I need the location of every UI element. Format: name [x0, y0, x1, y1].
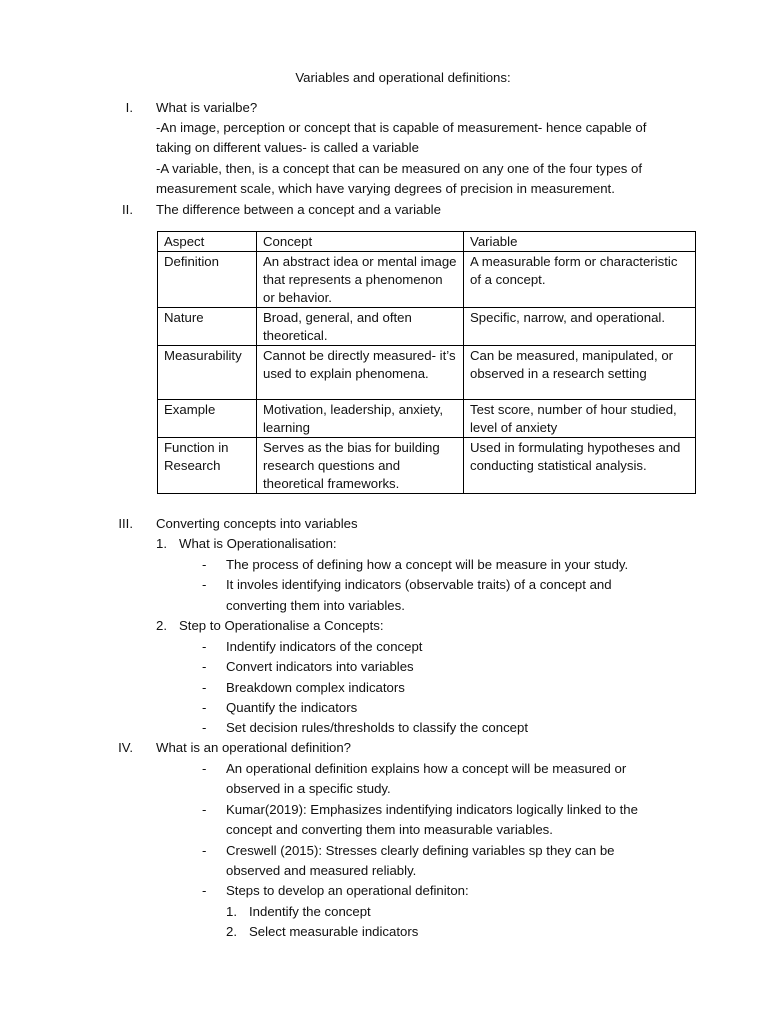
- bullet-dash: -: [202, 883, 207, 898]
- table-header-row: [158, 232, 696, 252]
- table-header-cell: Aspect: [158, 232, 257, 252]
- table-cell: Measurability: [158, 346, 257, 400]
- bullet-dash: -: [202, 802, 207, 817]
- section-number: III.: [118, 516, 133, 531]
- list-number: 2.: [226, 924, 237, 939]
- table-cell: Example: [158, 400, 257, 438]
- subsection-heading: What is Operationalisation:: [179, 536, 337, 551]
- table-cell: Specific, narrow, and operational.: [464, 308, 696, 346]
- bullet-text: Quantify the indicators: [226, 700, 358, 715]
- table-header-cell: Concept: [257, 232, 464, 252]
- table-row: [158, 400, 696, 438]
- table-row: [158, 438, 696, 494]
- bullet-dash: -: [202, 761, 207, 776]
- list-number: 1.: [226, 904, 237, 919]
- subsection-heading: Step to Operationalise a Concepts:: [179, 618, 384, 633]
- section-heading: Converting concepts into variables: [156, 516, 358, 531]
- table-cell: Motivation, leadership, anxiety, learning: [257, 400, 464, 438]
- step-text: Indentify the concept: [249, 904, 371, 919]
- bullet-text: observed in a specific study.: [226, 781, 391, 796]
- table-cell: Serves as the bias for building research questions and theoretical frameworks.: [257, 438, 464, 494]
- document-title: Variables and operational definitions:: [295, 70, 511, 85]
- table-cell: A measurable form or characteristic of a concept.: [464, 252, 696, 308]
- table-header-cell: Variable: [464, 232, 696, 252]
- section-heading: What is varialbe?: [156, 100, 258, 115]
- table-row: [158, 308, 696, 346]
- table-cell: Can be measured, manipulated, or observed in a research setting: [464, 346, 696, 400]
- bullet-text: Set decision rules/thresholds to classify the concept: [226, 720, 529, 735]
- table-cell: An abstract idea or mental image that represents a phenomenon or behavior.: [257, 252, 464, 308]
- bullet-dash: -: [202, 680, 207, 695]
- bullet-dash: -: [202, 720, 207, 735]
- section-number: I.: [125, 100, 133, 115]
- bullet-text: An operational definition explains how a concept will be measured or: [226, 761, 627, 776]
- bullet-dash: -: [202, 659, 207, 674]
- table-cell: Cannot be directly measured- it’s used to explain phenomena.: [257, 346, 464, 400]
- section-heading: What is an operational definition?: [156, 740, 352, 755]
- bullet-dash: -: [202, 843, 207, 858]
- bullet-dash: -: [202, 700, 207, 715]
- table-cell: Definition: [158, 252, 257, 308]
- bullet-text: Indentify indicators of the concept: [226, 639, 423, 654]
- section-number: II.: [122, 202, 133, 217]
- bullet-text: Creswell (2015): Stresses clearly defining variables sp they can be: [226, 843, 615, 858]
- table-cell: Broad, general, and often theoretical.: [257, 308, 464, 346]
- paragraph-line: measurement scale, which have varying degrees of precision in measurement.: [156, 181, 615, 196]
- bullet-dash: -: [202, 557, 207, 572]
- bullet-dash: -: [202, 577, 207, 592]
- bullet-text: The process of defining how a concept will be measure in your study.: [226, 557, 629, 572]
- bullet-text: concept and converting them into measurable variables.: [226, 822, 553, 837]
- bullet-text: Steps to develop an operational definiton:: [226, 883, 469, 898]
- bullet-text: Breakdown complex indicators: [226, 680, 405, 695]
- table-cell: Function in Research: [158, 438, 257, 494]
- comparison-table: [157, 231, 696, 494]
- bullet-text: converting them into variables.: [226, 598, 405, 613]
- list-number: 2.: [156, 618, 167, 633]
- paragraph-line: -A variable, then, is a concept that can be measured on any one of the four types of: [156, 161, 643, 176]
- bullet-text: observed and measured reliably.: [226, 863, 417, 878]
- section-heading: The difference between a concept and a variable: [156, 202, 441, 217]
- table-row: [158, 252, 696, 308]
- table-cell: Used in formulating hypotheses and conducting statistical analysis.: [464, 438, 696, 494]
- list-number: 1.: [156, 536, 167, 551]
- paragraph-line: taking on different values- is called a variable: [156, 140, 419, 155]
- table-cell: Test score, number of hour studied, level of anxiety: [464, 400, 696, 438]
- section-number: IV.: [118, 740, 133, 755]
- paragraph-line: -An image, perception or concept that is capable of measurement- hence capable of: [156, 120, 647, 135]
- bullet-dash: -: [202, 639, 207, 654]
- bullet-text: Convert indicators into variables: [226, 659, 414, 674]
- step-text: Select measurable indicators: [249, 924, 419, 939]
- bullet-text: Kumar(2019): Emphasizes indentifying indicators logically linked to the: [226, 802, 638, 817]
- bullet-text: It involes identifying indicators (observable traits) of a concept and: [226, 577, 612, 592]
- table-cell: Nature: [158, 308, 257, 346]
- table-row: [158, 346, 696, 400]
